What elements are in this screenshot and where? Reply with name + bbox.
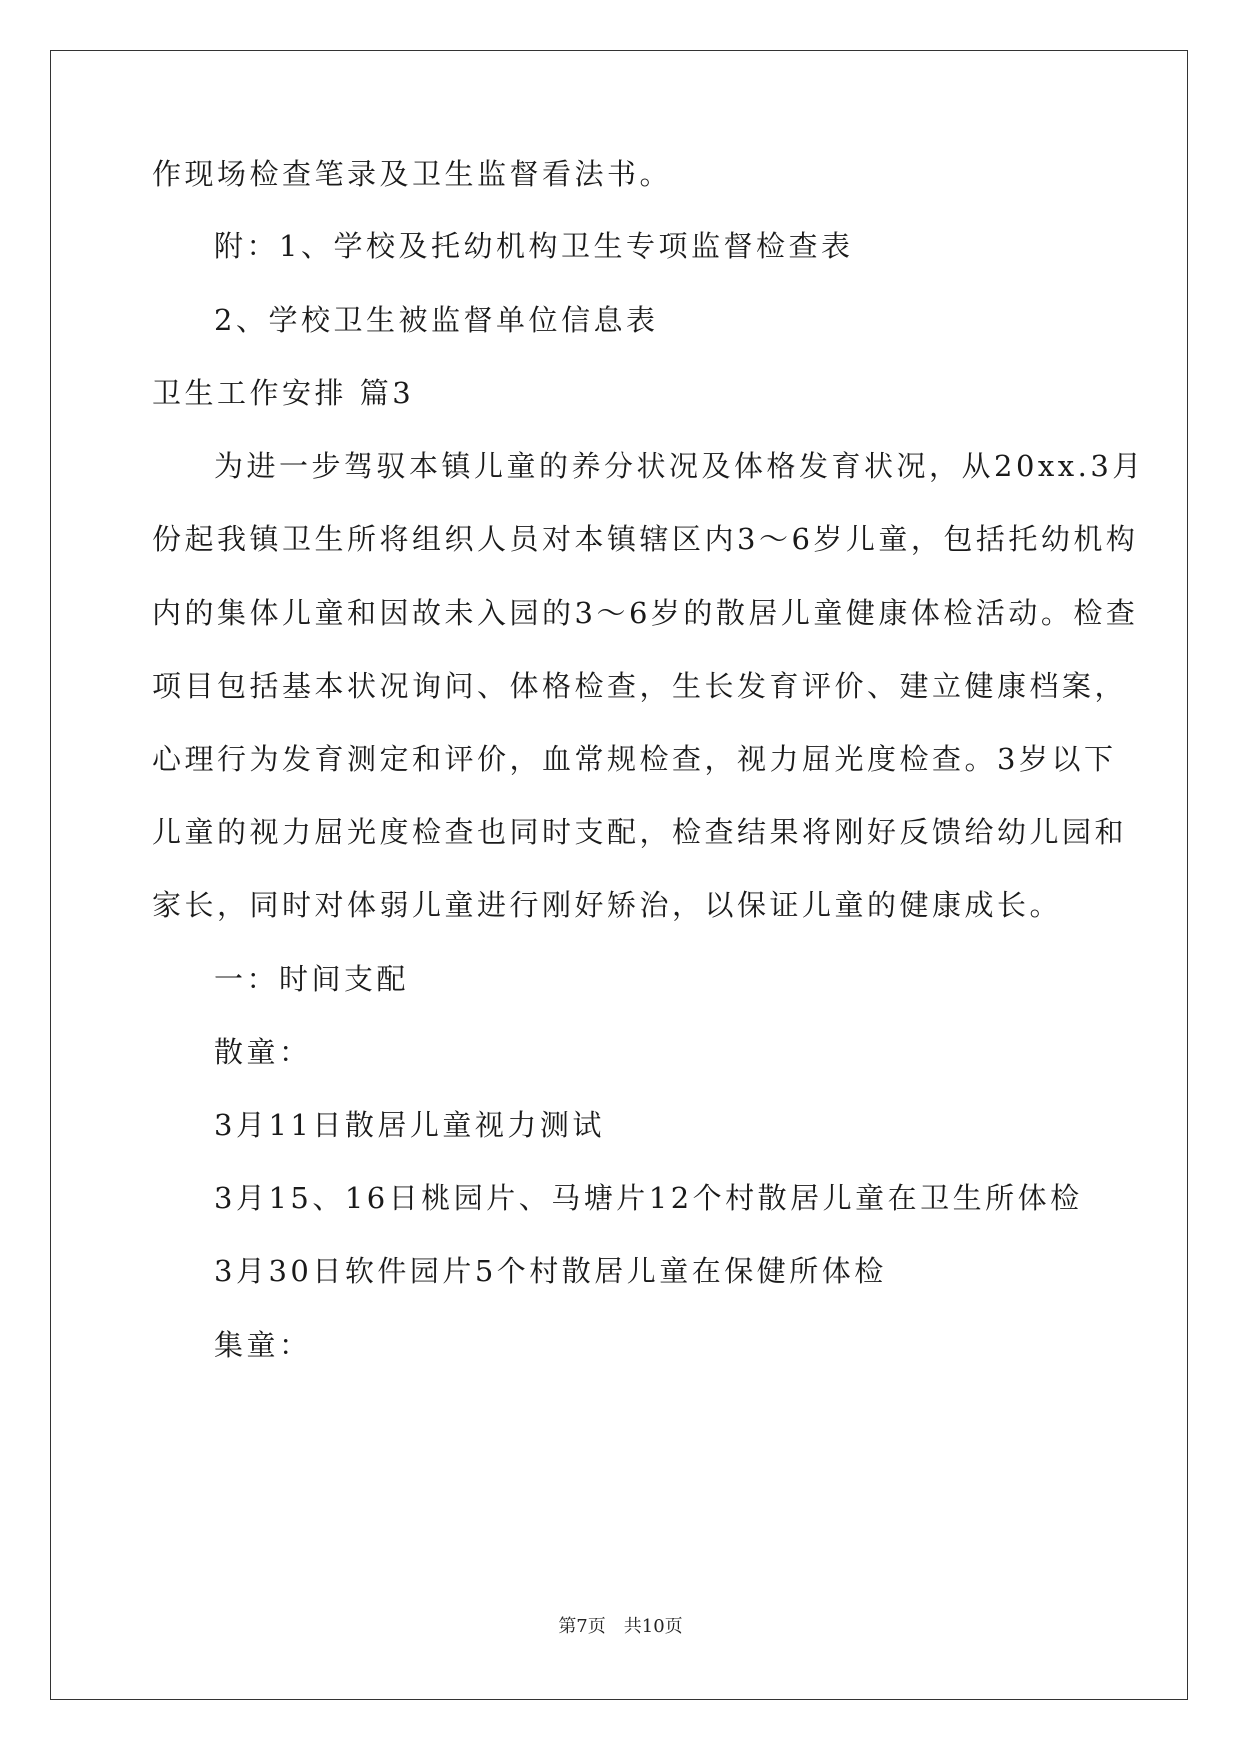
text-line: 儿童的视力屈光度检查也同时支配，检查结果将刚好反馈给幼儿园和: [152, 815, 1128, 849]
page-border: [50, 50, 1188, 1700]
text-line: 一：时间支配: [214, 962, 410, 996]
text-line: 2、学校卫生被监督单位信息表: [214, 303, 659, 337]
text-line: 散童：: [214, 1035, 312, 1069]
text-line: 项目包括基本状况询问、体格检查，生长发育评价、建立健康档案，: [152, 669, 1128, 703]
text-line: 为进一步驾驭本镇儿童的养分状况及体格发育状况，从20xx.3月: [214, 449, 1145, 483]
text-line: 3月15、16日桃园片、马塘片12个村散居儿童在卫生所体检: [214, 1181, 1083, 1215]
text-line: 3月30日软件园片5个村散居儿童在保健所体检: [214, 1254, 887, 1288]
text-line: 心理行为发育测定和评价，血常规检查，视力屈光度检查。3岁以下: [152, 742, 1117, 776]
section-heading: 卫生工作安排 篇3: [152, 376, 415, 410]
page-number: 第7页 共10页: [558, 1616, 683, 1637]
text-line: 内的集体儿童和因故未入园的3～6岁的散居儿童健康体检活动。检查: [152, 596, 1139, 630]
text-line: 集童：: [214, 1328, 312, 1362]
text-line: 家长，同时对体弱儿童进行刚好矫治，以保证儿童的健康成长。: [152, 888, 1063, 922]
text-line: 附：1、学校及托幼机构卫生专项监督检查表: [214, 229, 854, 263]
text-line: 份起我镇卫生所将组织人员对本镇辖区内3～6岁儿童，包括托幼机构: [152, 522, 1139, 556]
text-line: 作现场检查笔录及卫生监督看法书。: [152, 157, 673, 191]
text-line: 3月11日散居儿童视力测试: [214, 1108, 605, 1142]
